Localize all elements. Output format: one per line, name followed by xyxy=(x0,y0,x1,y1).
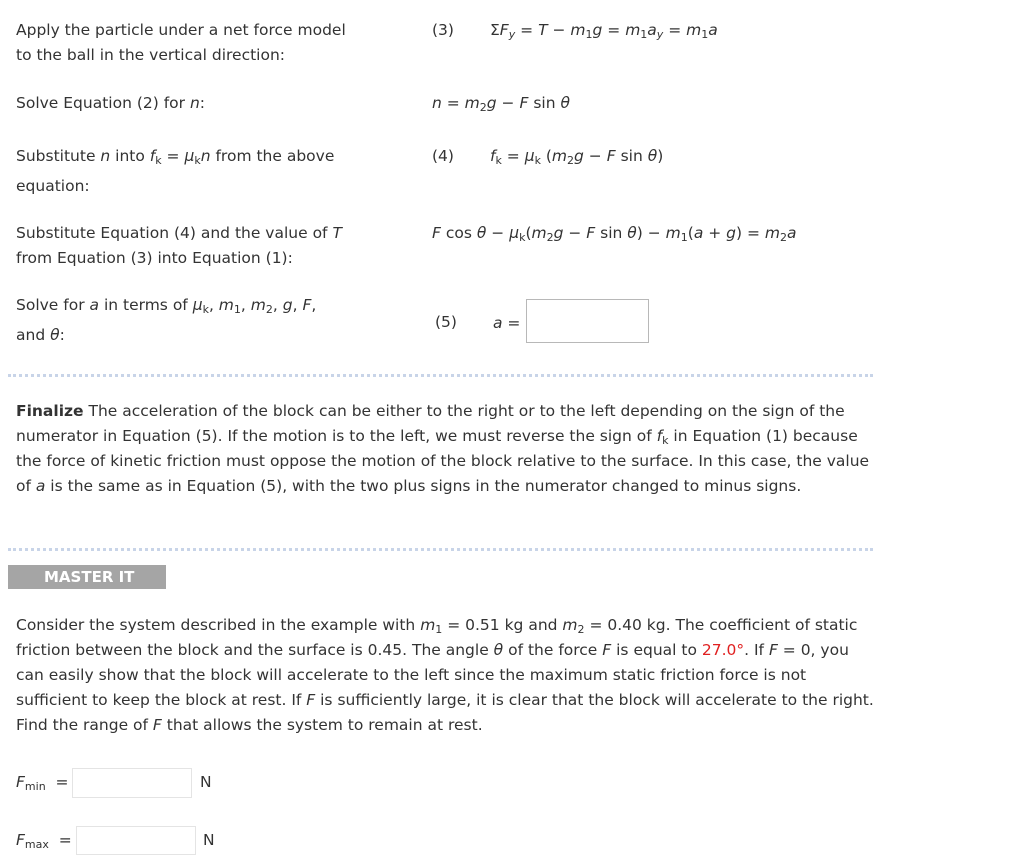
step-subst-n-text: Substitute n into $f_k = \mu_kn$ from the above xyxy=(16,147,335,167)
equation-3: $\Sigma F_y = T - m_1g = m_1a_y = m_1a$ xyxy=(490,21,718,41)
step-subst4-text: Substitute Equation (4) and the value of T xyxy=(16,224,342,242)
step-apply-text: Apply the particle under a net force model xyxy=(16,21,346,39)
a-label: a = xyxy=(493,314,521,332)
angle-value: 27.0° xyxy=(701,641,745,659)
step-solve-a-text-2: and θ: xyxy=(16,326,65,344)
eq-label-3: (3) xyxy=(432,21,454,39)
fmin-input[interactable] xyxy=(72,768,192,798)
step-solve-a-text: Solve for a in terms of $\mu_k$, $m_1$, $m_2$, g, F, xyxy=(16,296,317,316)
fmax-label: $F_{max}$ = xyxy=(16,831,72,851)
equation-n: $n = m_2g - F$ sin θ xyxy=(432,94,570,114)
divider xyxy=(8,548,873,551)
a-answer-input[interactable] xyxy=(526,299,649,343)
master-it-paragraph: Consider the system described in the example with $m_1 = 0.51$ kg and $m_2 = 0.40$ kg. The coefficient of static friction between the block and the surface is 0.45. The angle θ of the force F is equal to 27.0°. If F = 0, you can easily show that the block will accelerate to the left since the maximum static friction force is not sufficient to keep the block at rest. If F is sufficiently large, it is clear that the block will accelerate to the right. Find the range of F that allows the system to remain at rest. xyxy=(16,616,874,734)
step-solve2-text: Solve Equation (2) for n: xyxy=(16,94,206,112)
divider xyxy=(8,374,873,377)
fmin-label: $F_{min}$ = xyxy=(16,773,69,793)
equation-4: $f_k = \mu_k$ ($m_2g - F$ sin θ) xyxy=(490,147,664,167)
master-it-banner: MASTER IT xyxy=(8,565,166,589)
step-subst-n-text-2: equation: xyxy=(16,177,90,195)
fmax-input[interactable] xyxy=(76,826,196,855)
finalize-paragraph: Finalize The acceleration of the block can be either to the right or to the left depending on the sign of the numerator in Equation (5). If the motion is to the left, we must reverse the sign of $f_k$ in Equation (1) because the force of kinetic friction must oppose the motion of the block relative to the surface. In this case, the value of a is the same as in Equation (5), with the two plus signs in the numerator changed to minus signs. xyxy=(16,402,870,495)
step-subst4-text-2: from Equation (3) into Equation (1): xyxy=(16,249,293,267)
eq-label-4: (4) xyxy=(432,147,454,165)
fmin-unit: N xyxy=(200,773,212,791)
equation-combined: F $\cos \theta - \mu_k(m_2g - F$ $\sin \theta) - m_1(a + g) = m_2a$ xyxy=(432,224,797,244)
fmax-unit: N xyxy=(203,831,215,849)
eq-label-5: (5) xyxy=(435,313,457,331)
step-apply-text-2: to the ball in the vertical direction: xyxy=(16,46,286,64)
